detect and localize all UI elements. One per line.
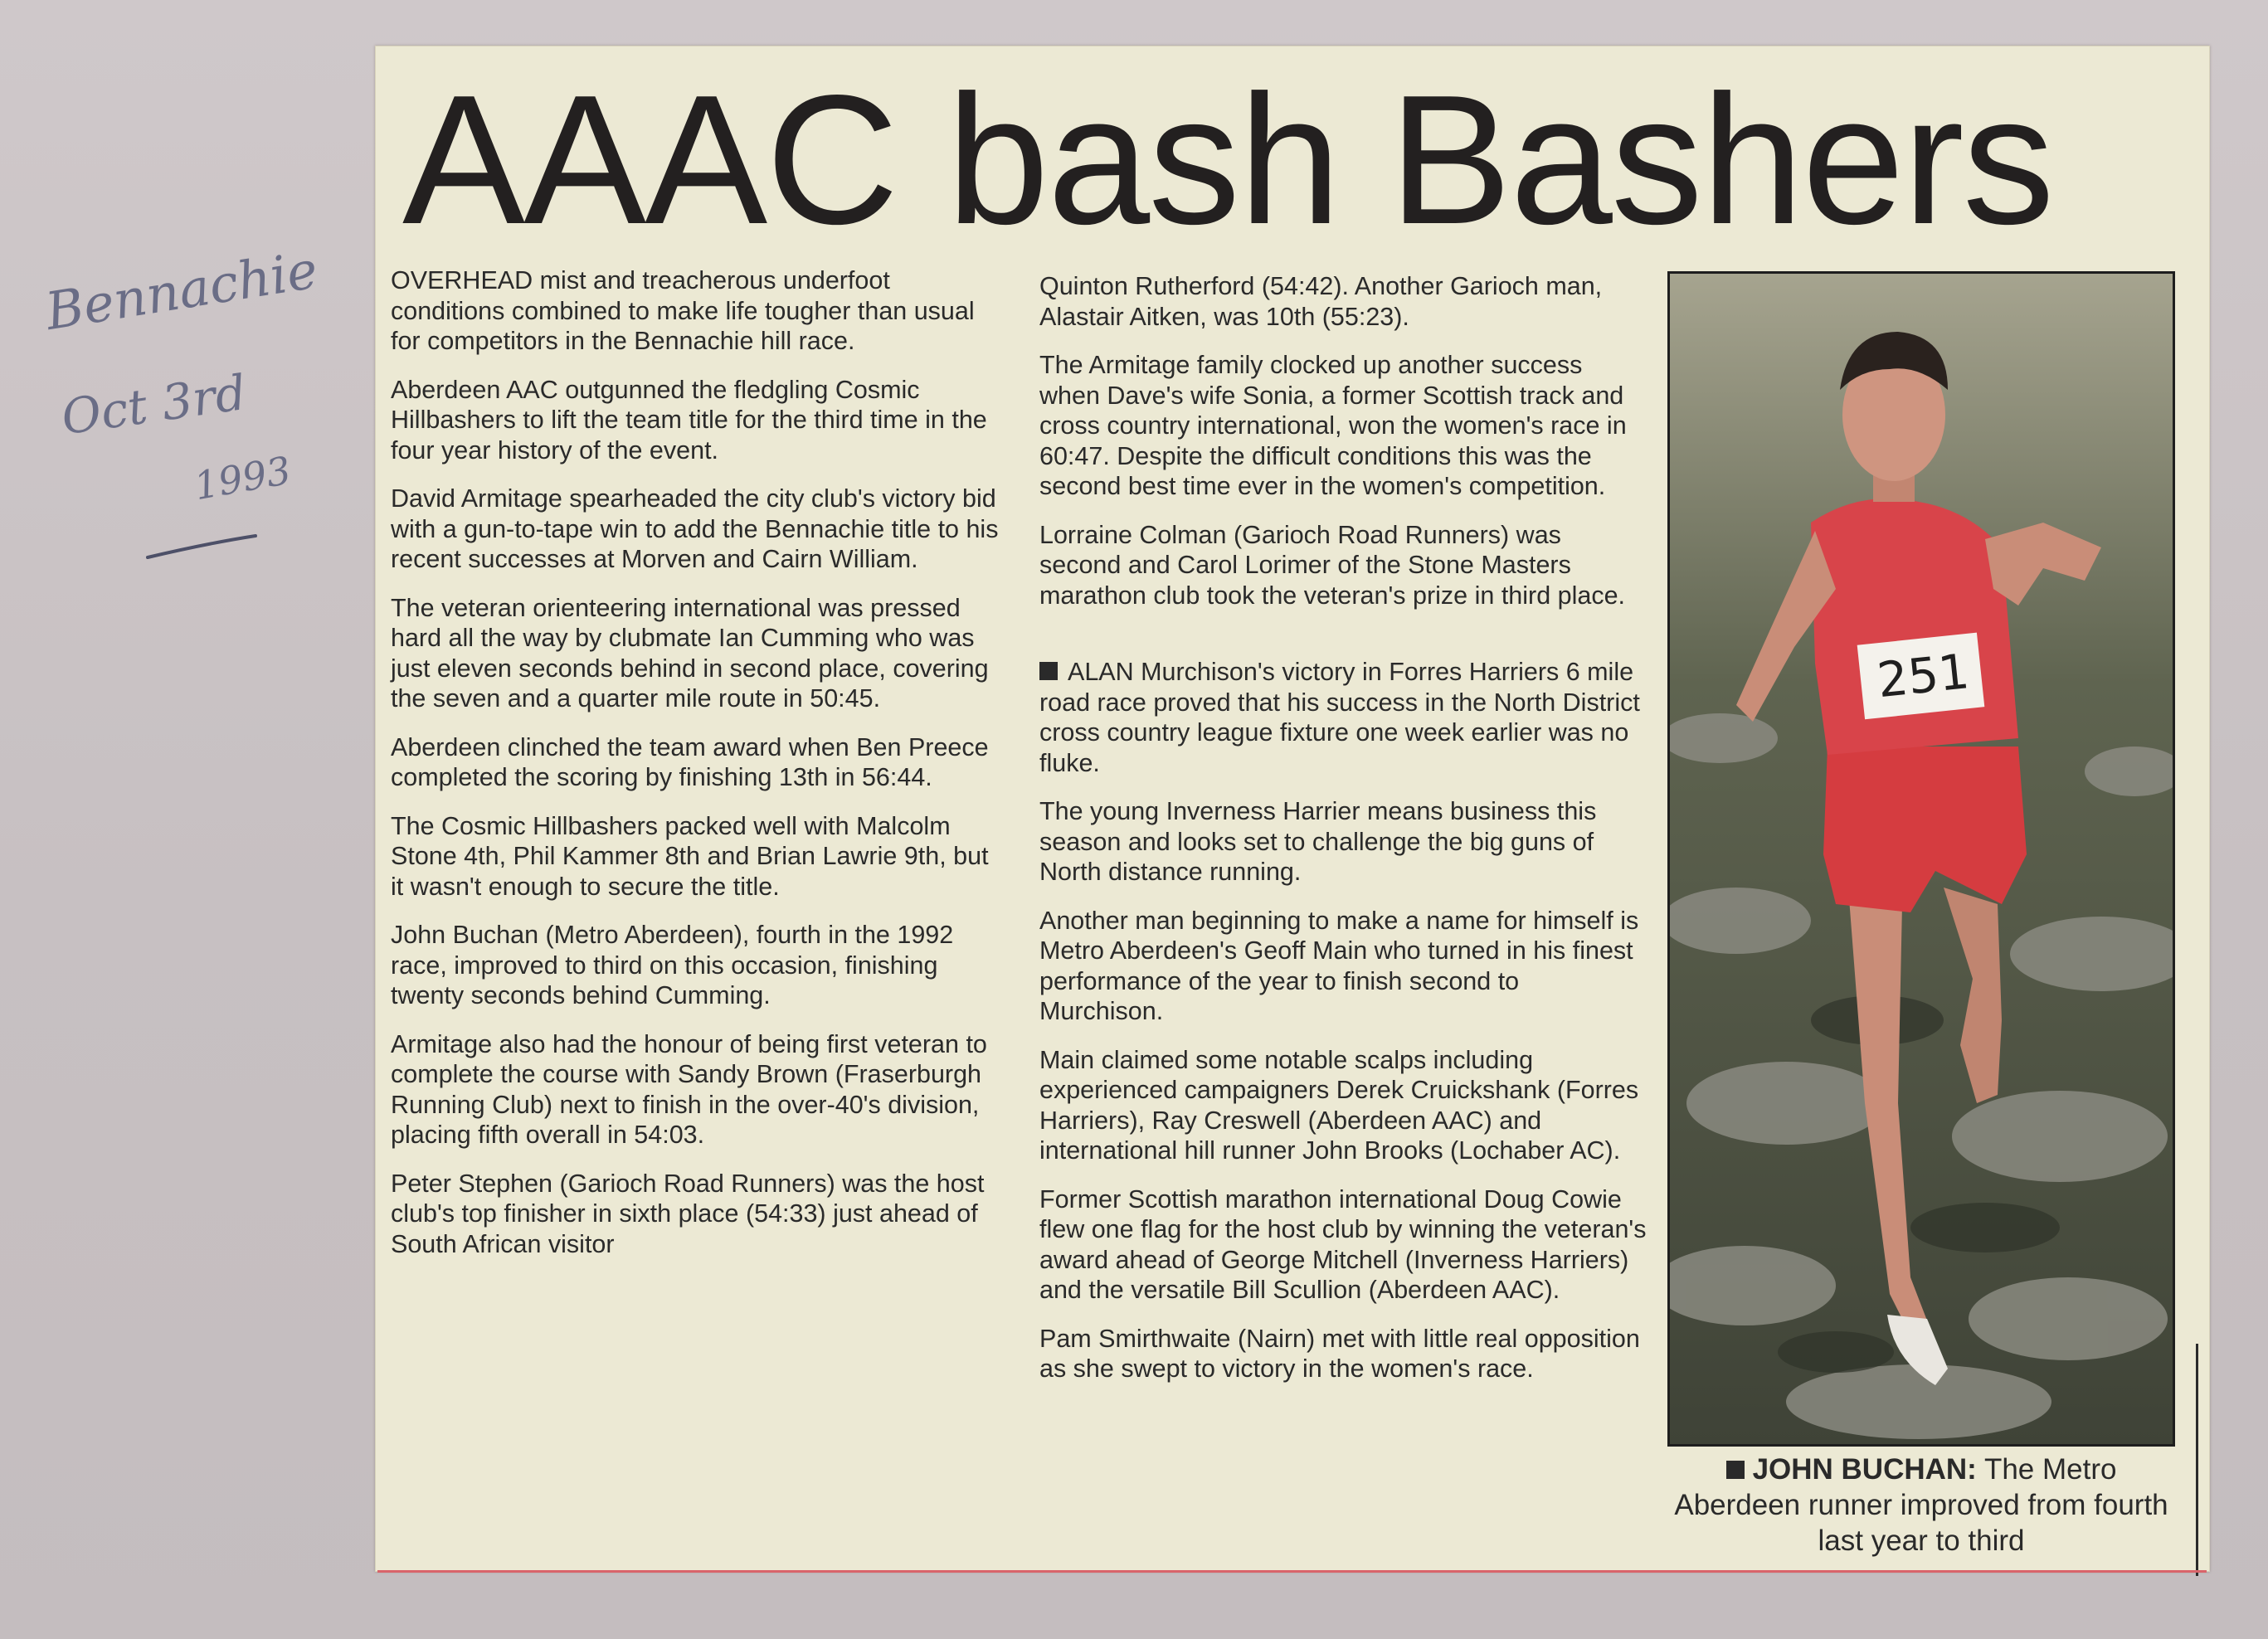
bib-number: 251 [1874, 643, 1972, 709]
paragraph: The Cosmic Hillbashers packed well with Malcolm Stone 4th, Phil Kammer 8th and Brian Lawrie 9th, but it wasn't enough to secure the title. [391, 811, 989, 901]
note-line-3: 1993 [191, 447, 294, 509]
paragraph: John Buchan (Metro Aberdeen), fourth in the 1992 race, improved to third on this occasion, finishing twenty seconds behind Cumming. [391, 921, 954, 1009]
paragraph: The young Inverness Harrier means business this season and looks set to challenge the big guns of North distance running. [1039, 797, 1597, 886]
note-line-2: Oct 3rd [58, 363, 250, 446]
clipping-edge-stripe [377, 1570, 2207, 1573]
paragraph [1039, 657, 1649, 778]
photo-caption [1667, 1452, 2175, 1559]
paragraph: Peter Stephen (Garioch Road Runners) was the host club's top finisher in sixth place (54:33) just ahead of South African visitor [391, 1169, 985, 1258]
column-rule [2196, 1344, 2198, 1576]
paragraph: David Armitage spearheaded the city club's victory bid with a gun-to-tape win to add the Bennachie title to his recent successes at Morven and Cairn William. [391, 484, 999, 573]
paragraph: Former Scottish marathon international Doug Cowie flew one flag for the host club by winning the veteran's award ahead of George Mitchell (Inverness Harriers) and the versatile Bill Scullion (Aberdeen AAC). [1039, 1184, 1647, 1304]
handwritten-note [33, 239, 348, 572]
note-underline [33, 274, 348, 572]
runner-illustration [1670, 274, 2173, 1444]
paragraph: Quinton Rutherford (54:42). Another Garioch man, Alastair Aitken, was 10th (55:23). [1039, 272, 1603, 331]
paragraph: Another man beginning to make a name for himself is Metro Aberdeen's Geoff Main who turned in his finest performance of the year to finish second to Murchison. [1039, 906, 1639, 1025]
paragraph: OVERHEAD mist and treacherous underfoot conditions combined to make life tougher than usual for competitors in the Bennachie hill race. [391, 266, 975, 355]
caption-lead: JOHN BUCHAN: [1752, 1453, 1977, 1486]
runner-photo [1667, 271, 2175, 1447]
article-column-1 [391, 265, 1000, 1277]
paragraph: Aberdeen clinched the team award when Ben Preece completed the scoring by finishing 13th in 56:44. [391, 732, 989, 791]
article-column-2 [1039, 271, 1649, 1403]
caption-text: The Metro Aberdeen runner improved from fourth last year to third [1674, 1453, 2168, 1557]
headline: AAAC bash Bashers [402, 57, 2053, 263]
paragraph: Pam Smirthwaite (Nairn) met with little real opposition as she swept to victory in the women's race. [1039, 1324, 1640, 1383]
note-line-1: Bennachie [41, 239, 322, 343]
paragraph: The Armitage family clocked up another success when Dave's wife Sonia, a former Scottish track and cross country international, won the women's race in 60:47. Despite the difficult conditions this was the second best time ever in the women's competition. [1039, 351, 1627, 500]
paragraph: Armitage also had the honour of being first veteran to complete the course with Sandy Brown (Fraserburgh Running Club) next to finish in the over-40's division, placing fifth overall in 54:03. [391, 1029, 987, 1149]
paragraph: Aberdeen AAC outgunned the fledgling Cosmic Hillbashers to lift the team title for the third time in the four year history of the event. [391, 375, 987, 464]
paragraph-text: ALAN Murchison's victory in Forres Harriers 6 mile road race proved that his success in the North District cross country league fixture one week earlier was no fluke. [1039, 658, 1640, 777]
square-bullet-icon [1039, 662, 1058, 680]
paragraph: Lorraine Colman (Garioch Road Runners) was second and Carol Lorimer of the Stone Masters marathon club took the veteran's prize in third place. [1039, 520, 1626, 610]
paragraph: Main claimed some notable scalps including experienced campaigners Derek Cruickshank (Forres Harriers), Ray Creswell (Aberdeen AAC) and international hill runner John Brooks (Lochaber AC). [1039, 1045, 1639, 1165]
square-bullet-icon [1726, 1461, 1745, 1479]
paragraph: The veteran orienteering international was pressed hard all the way by clubmate Ian Cumming who was just eleven seconds behind in second place, covering the seven and a quarter mile route in 50:45. [391, 593, 989, 713]
